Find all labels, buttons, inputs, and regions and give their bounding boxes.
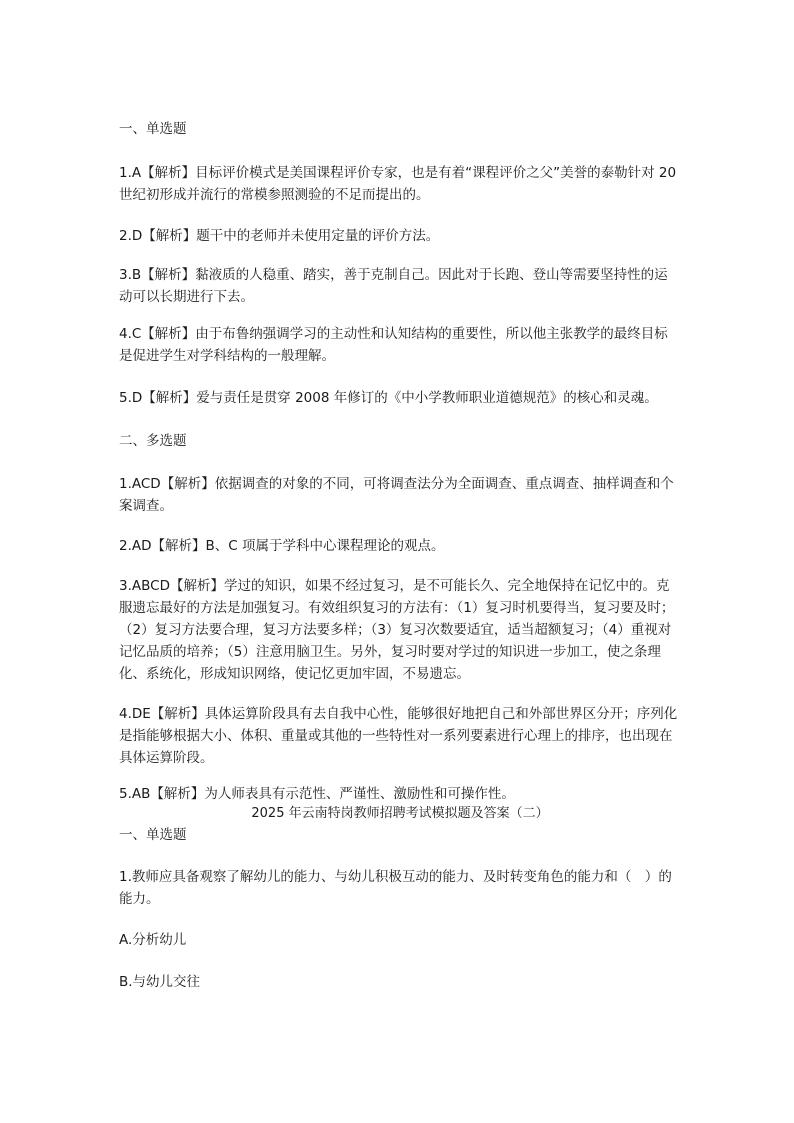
answer-item-1: 1.A【解析】目标评价模式是美国课程评价专家，也是有着“课程评价之父”美誉的泰勒针对 20 世纪初形成并流行的常模参照测验的不足而提出的。 bbox=[119, 165, 677, 203]
answer-item-3: 3.B【解析】黏液质的人稳重、踏实，善于克制自己。因此对于长跑、登山等需要坚持性的运动可以长期进行下去。 bbox=[119, 267, 668, 305]
option-b: B.与幼儿交往 bbox=[119, 974, 201, 990]
section-heading-single-choice: 一、单选题 bbox=[119, 121, 187, 137]
answer-item-4: 4.C【解析】由于布鲁纳强调学习的主动性和认知结构的重要性，所以他主张教学的最终目标是促进学生对学科结构的一般理解。 bbox=[119, 326, 668, 364]
section-heading-multiple-choice: 二、多选题 bbox=[119, 433, 187, 449]
multi-answer-item-5: 5.AB【解析】为人师表具有示范性、严谨性、激励性和可操作性。 bbox=[119, 786, 515, 802]
question-item-1: 1.教师应具备观察了解幼儿的能力、与幼儿积极互动的能力、及时转变角色的能力和（ ）的能力。 bbox=[119, 869, 672, 907]
section-heading-single-choice-2: 一、单选题 bbox=[119, 827, 187, 843]
multi-answer-item-4: 4.DE【解析】具体运算阶段具有去自我中心性，能够很好地把自己和外部世界区分开；序列化是指能够根据大小、体积、重量或其他的一些特性对一系列要素进行心理上的排序，也出现在具体运算阶段。 bbox=[119, 706, 678, 766]
multi-answer-item-3: 3.ABCD【解析】学过的知识，如果不经过复习，是不可能长久、完全地保持在记忆中的。克服遗忘最好的方法是加强复习。有效组织复习的方法有：（1）复习时机要得当，复习要及时；（2）复习方法要合理，复习方法要多样；（3）复习次数要适宜，适当超额复习；（4）重视对记忆品质的培养；（5）注意用脑卫生。另外，复习时要对学过的知识进一步加工，使之条理化、系统化，形成知识网络，使记忆更加牢固，不易遗忘。 bbox=[119, 578, 675, 682]
answer-item-5: 5.D【解析】爱与责任是贯穿 2008 年修订的《中小学教师职业道德规范》的核心和灵魂。 bbox=[119, 390, 658, 406]
option-a: A.分析幼儿 bbox=[119, 932, 187, 948]
multi-answer-item-2: 2.AD【解析】B、C 项属于学科中心课程理论的观点。 bbox=[119, 538, 445, 554]
document-title: 2025 年云南特岗教师招聘考试模拟题及答案（二） bbox=[251, 806, 549, 821]
answer-item-2: 2.D【解析】题干中的老师并未使用定量的评价方法。 bbox=[119, 228, 440, 244]
multi-answer-item-1: 1.ACD【解析】依据调查的对象的不同，可将调查法分为全面调查、重点调查、抽样调查和个案调查。 bbox=[119, 476, 674, 514]
